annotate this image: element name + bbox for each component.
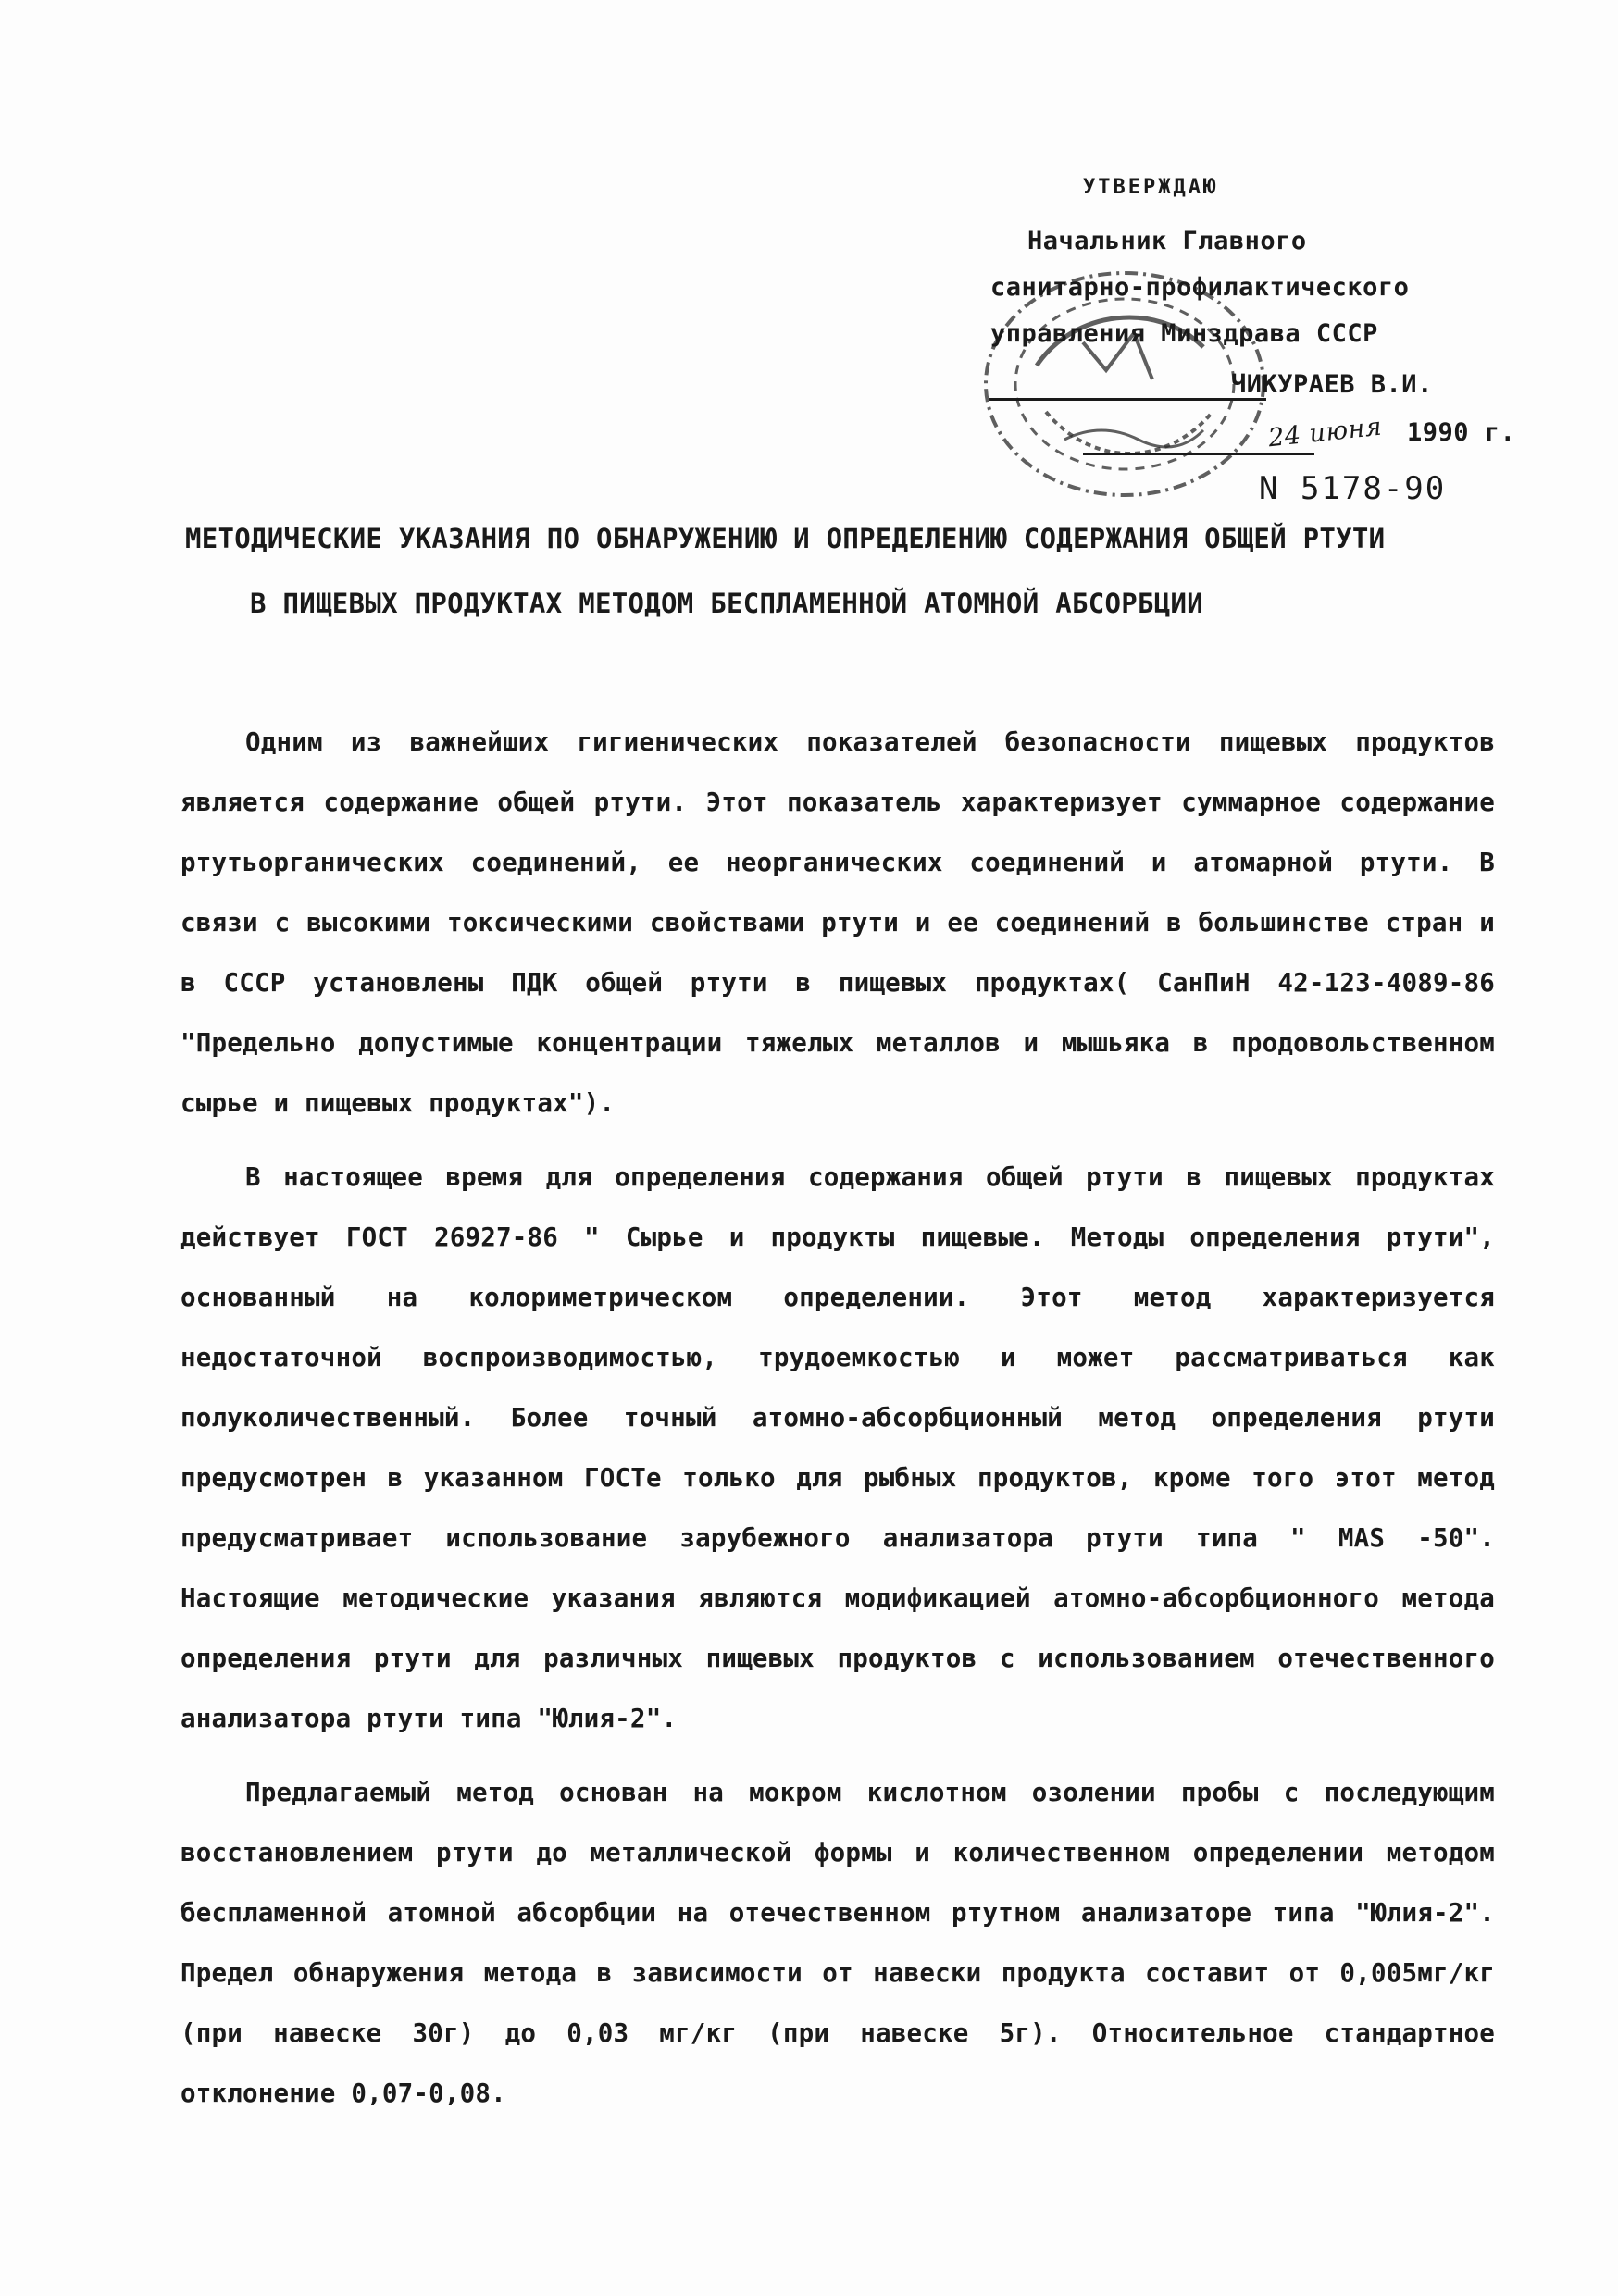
handwritten-date: 24 июня — [1266, 412, 1384, 453]
approver-name: ЧИКУРАЕВ В.И. — [1231, 370, 1433, 399]
approver-position-line-2: санитарно-профилактического — [990, 273, 1410, 302]
title-line-2: В ПИЩЕВЫХ ПРОДУКТАХ МЕТОДОМ БЕСПЛАМЕННОЙ АТОМНОЙ АБСОРБЦИИ — [250, 588, 1204, 619]
title-line-1: МЕТОДИЧЕСКИЕ УКАЗАНИЯ ПО ОБНАРУЖЕНИЮ И ОПРЕДЕЛЕНИЮ СОДЕРЖАНИЯ ОБЩЕЙ РТУТИ — [185, 523, 1386, 554]
approval-year: 1990 г. — [1407, 418, 1516, 447]
signature-line — [989, 398, 1266, 401]
approver-position-line-3: управления Минздрава СССР — [990, 319, 1378, 348]
document-body — [180, 713, 1495, 2138]
document-number: N 5178-90 — [1259, 470, 1447, 507]
approver-position-line-1: Начальник Главного — [1027, 227, 1307, 255]
paragraph-3: Предлагаемый метод основан на мокром кислотном озолении пробы с последующим восстановлением ртути до металлической формы и количественном определении методом беспламенной атомной абсорбции на отечественном ртутном анализаторе типа "Юлия-2". Предел обнаружения метода в зависимости от навески продукта составит от 0,005мг/кг (при навеске 30г) до 0,03 мг/кг (при навеске 5г). Относительное стандартное отклонение 0,07-0,08. — [180, 1778, 1495, 2108]
paragraph-2: В настоящее время для определения содержания общей ртути в пищевых продуктах действует ГОСТ 26927-86 " Сырье и продукты пищевые. Методы определения ртути", основанный на колориметрическом определении. Этот метод характеризуется недостаточной воспроизводимостью, трудоемкостью и может рассматриваться как полуколичественный. Более точный атомно-абсорбционный метод определения ртути предусмотрен в указанном ГОСТе только для рыбных продуктов, кроме того этот метод предусматривает использование зарубежного анализатора ртути типа " MAS -50". Настоящие методические указания являются модификацией атомно-абсорбционного метода опрeделения ртути для различных пищевых продуктов с использованием отечественного анализатора ртути типа "Юлия-2". — [180, 1162, 1495, 1733]
paragraph-1: Одним из важнейших гигиенических показателей безопасности пищевых продуктов является содержание общей ртути. Этот показатель характеризует суммарное содержание ртутьорганических соединений, ее неорганических соединений и атомарной ртути. В связи с высокими токсическими свойствами ртути и ее соединений в большинстве стран и в СССР установлены ПДК общей ртути в пищевых продуктах( СанПиН 42-123-4089-86 "Предельно допустимые концентрации тяжелых металлов и мышьяка в продовольственном сырье и пищевых продуктах"). — [180, 727, 1495, 1118]
approval-heading: УТВЕРЖДАЮ — [1083, 176, 1219, 199]
date-underline — [1083, 453, 1314, 455]
approval-date — [1266, 412, 1516, 453]
